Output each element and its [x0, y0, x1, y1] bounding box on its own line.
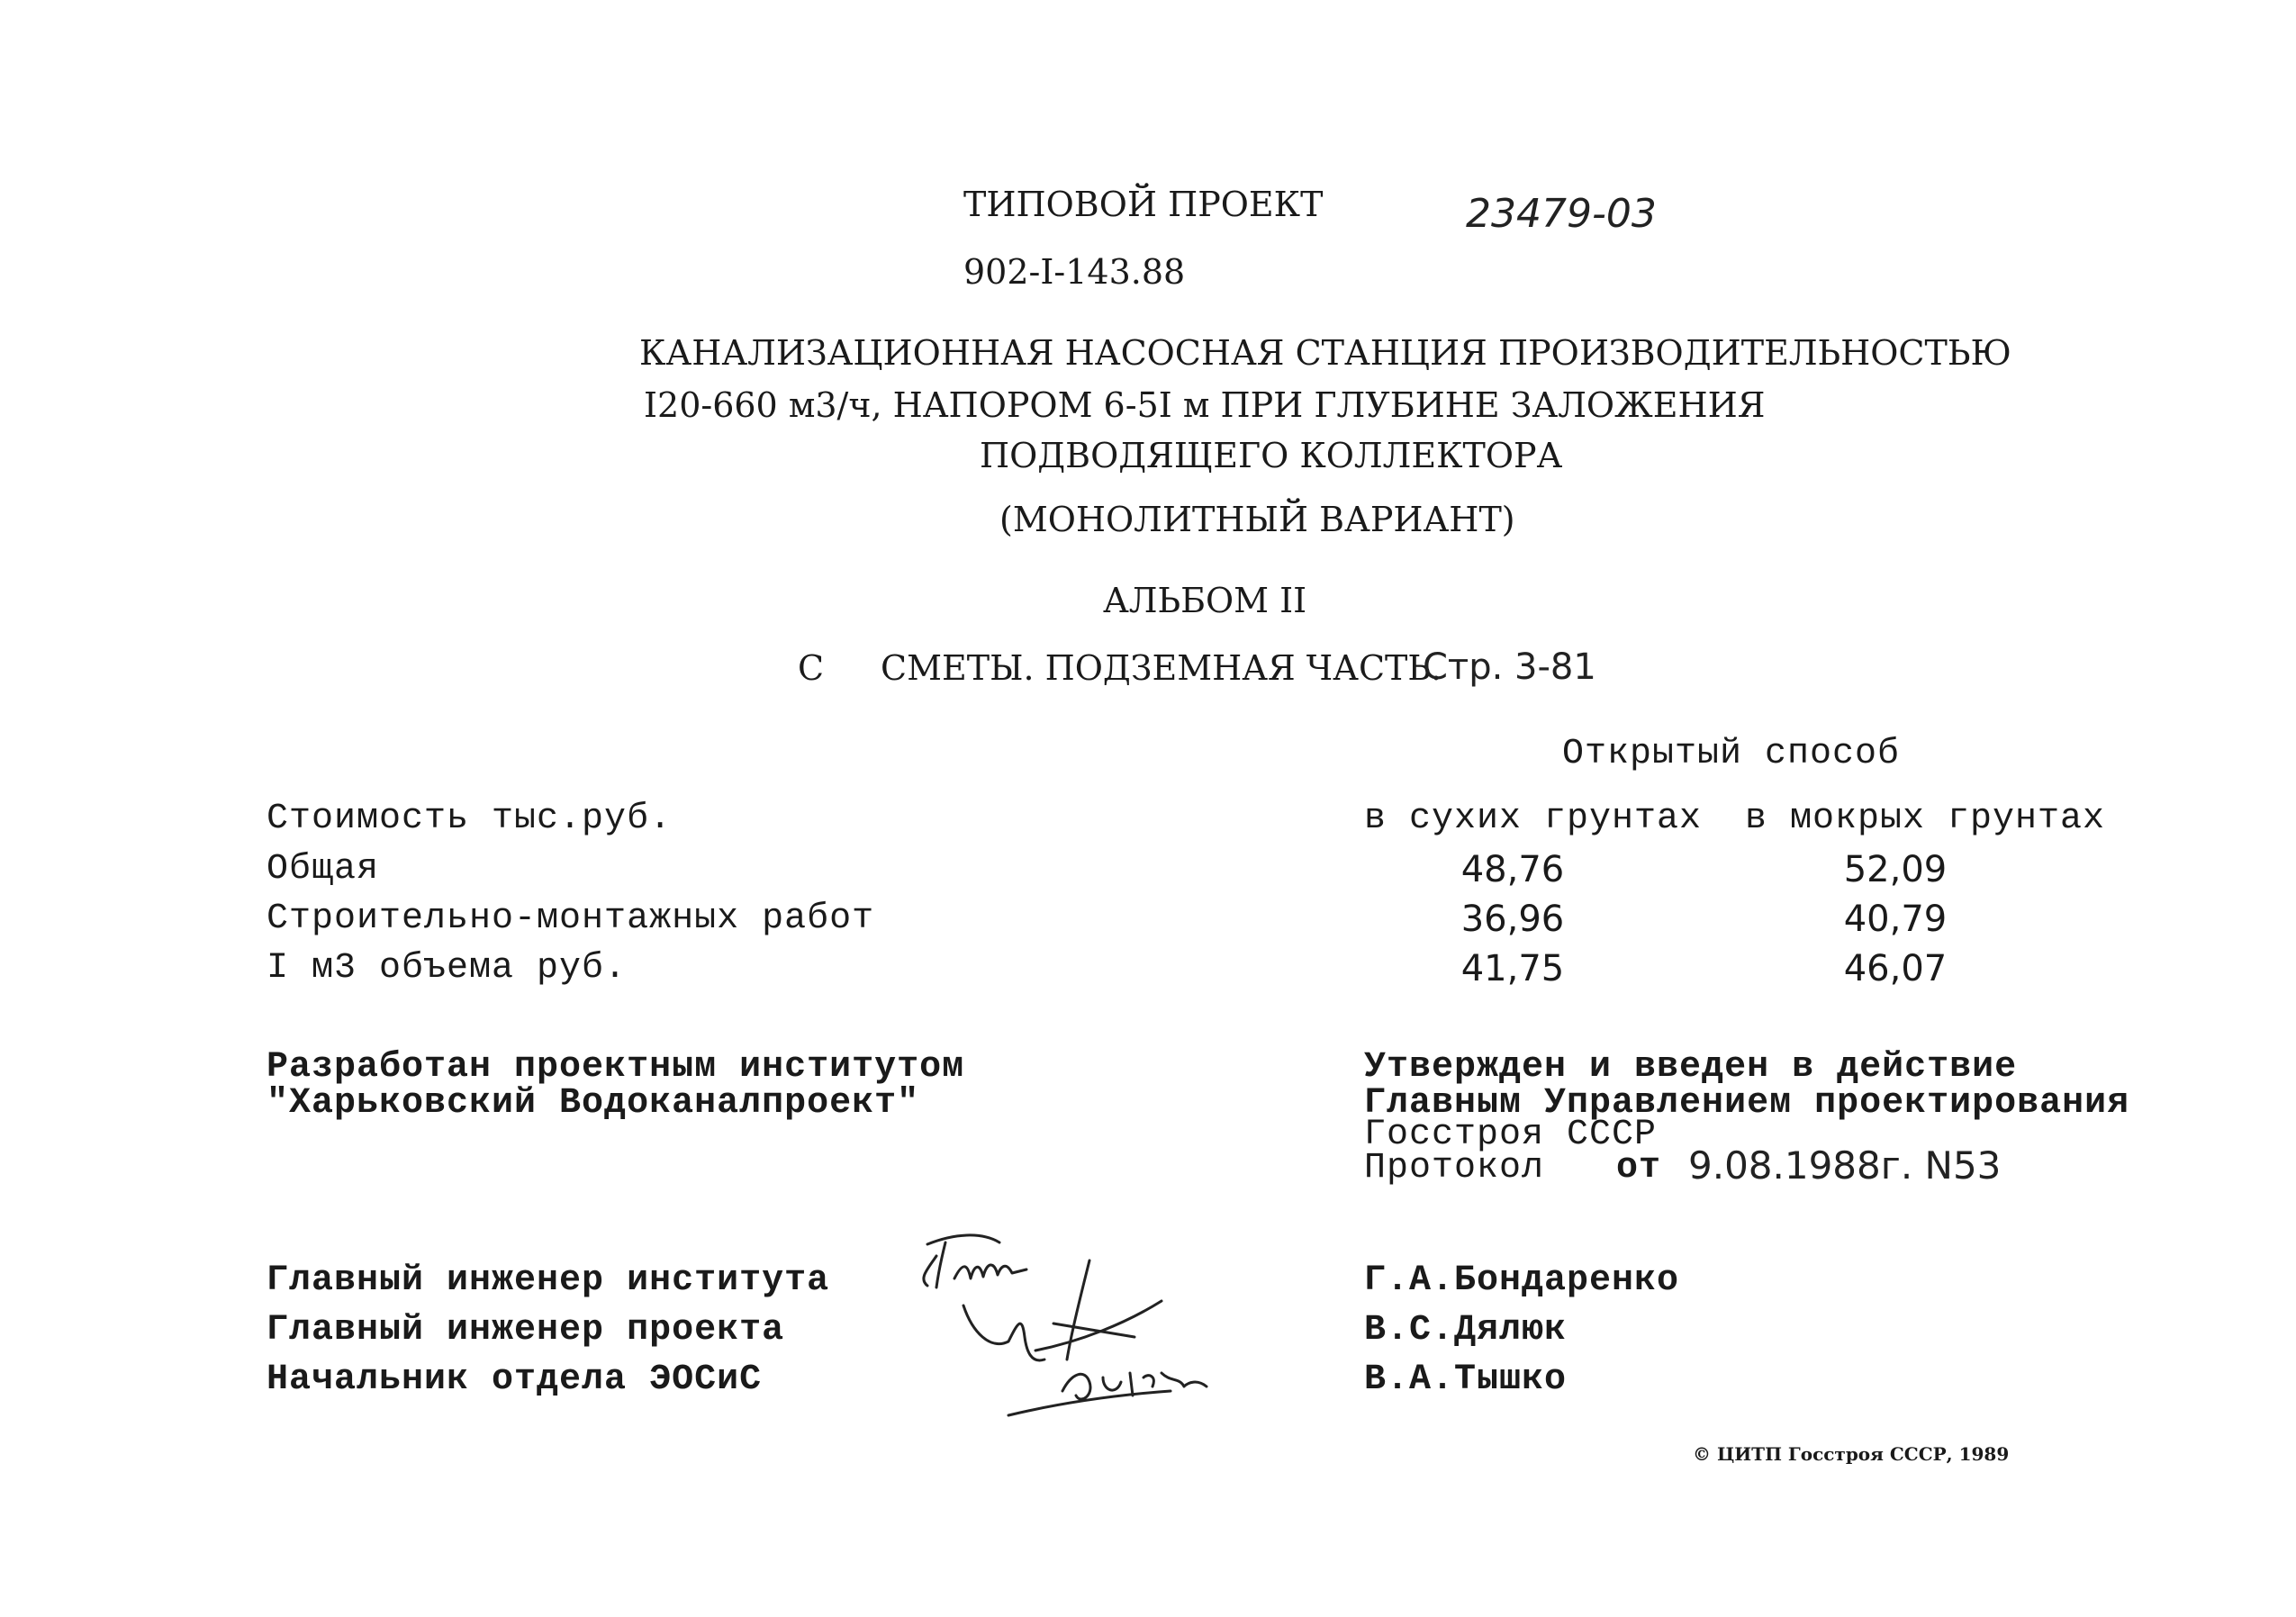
column-wet-soil: в мокрых грунтах [1745, 799, 2106, 839]
title-line-1: КАНАЛИЗАЦИОННАЯ НАСОСНАЯ СТАНЦИЯ ПРОИЗВОДИТЕЛЬНОСТЬЮ [639, 333, 2011, 373]
developer-line-2: "Харьковский Водоканалпроект" [267, 1083, 920, 1124]
signatory-name-2: В.С.Дялюк [1364, 1310, 1568, 1351]
construction-method: Открытый способ [1562, 734, 1901, 774]
signatory-position-3: Начальник отдела ЭОСиС [267, 1360, 763, 1400]
approval-line-2: Главным Управлением проектирования [1364, 1083, 2130, 1124]
signature-1 [924, 1235, 1026, 1287]
title-line-3: ПОДВОДЯЩЕГО КОЛЛЕКТОРА [980, 436, 1563, 475]
signatory-name-1: Г.А.Бондаренко [1364, 1260, 1680, 1301]
row-label-per-m3: I м3 объема руб. [267, 948, 628, 989]
row-label-total: Общая [267, 849, 380, 890]
developer-line-1: Разработан проектным институтом [267, 1047, 965, 1088]
variant-label: (МОНОЛИТНЫЙ ВАРИАНТ) [999, 500, 1515, 539]
protocol-from: от [1616, 1148, 1662, 1188]
signatures-graphic [900, 1215, 1333, 1423]
title-line-2: I20-660 м3/ч, НАПОРОМ 6-5I м ПРИ ГЛУБИНЕ ЗАЛОЖЕНИЯ [644, 385, 1766, 425]
section-title: СМЕТЫ. ПОДЗЕМНАЯ ЧАСТЬ. [881, 648, 1442, 688]
protocol-date: 9.08.1988г. N53 [1688, 1143, 2002, 1188]
value-construction-wet: 40,79 [1843, 899, 1948, 940]
approval-line-3: Госстроя СССР [1364, 1115, 1658, 1155]
approval-line-1: Утвержден и введен в действие [1364, 1047, 2018, 1088]
album-label: АЛЬБОМ II [1103, 581, 1307, 620]
signature-2 [963, 1260, 1162, 1360]
inventory-number: 23479-03 [1466, 191, 1657, 237]
protocol-label: Протокол [1364, 1148, 1545, 1188]
column-dry-soil: в сухих грунтах [1364, 799, 1703, 839]
value-per-m3-wet: 46,07 [1843, 948, 1948, 989]
value-total-dry: 48,76 [1460, 849, 1565, 890]
signatory-position-2: Главный инженер проекта [267, 1310, 785, 1351]
row-label-construction: Строительно-монтажных работ [267, 899, 875, 939]
page-range: Стр. 3-81 [1423, 646, 1596, 688]
cost-header: Стоимость тыс.руб. [267, 799, 673, 839]
value-per-m3-dry: 41,75 [1460, 948, 1565, 989]
signatory-position-1: Главный инженер института [267, 1260, 830, 1301]
section-letter: С [798, 648, 825, 688]
document-type-label: ТИПОВОЙ ПРОЕКТ [963, 185, 1324, 224]
value-total-wet: 52,09 [1843, 849, 1948, 890]
copyright-stamp: © ЦИТП Госстроя СССР, 1989 [1693, 1443, 2010, 1465]
project-code: 902-I-143.88 [963, 252, 1186, 292]
signatory-name-3: В.А.Тышко [1364, 1360, 1568, 1400]
signature-3 [1008, 1373, 1207, 1415]
value-construction-dry: 36,96 [1460, 899, 1565, 940]
